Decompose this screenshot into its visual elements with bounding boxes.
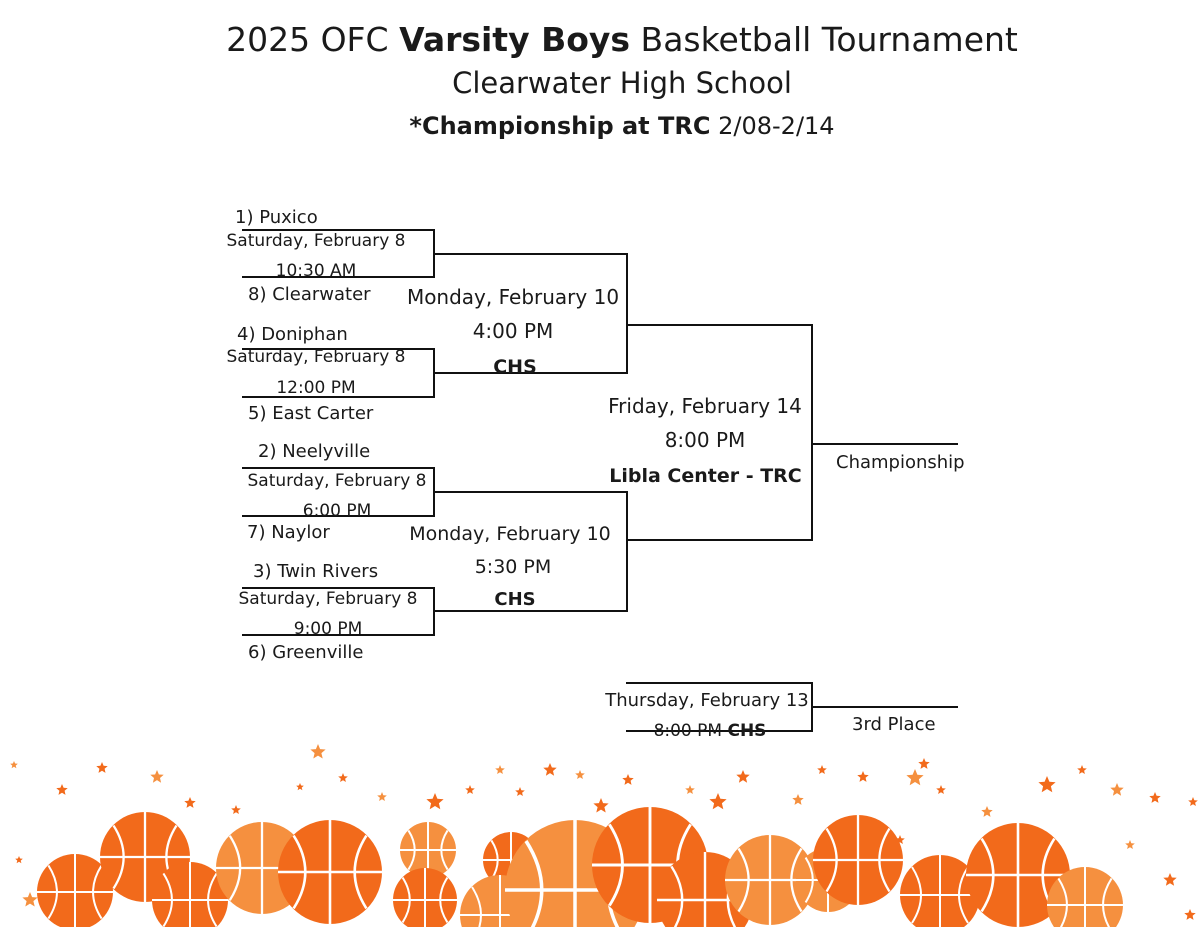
semi1-time: 4:00 PM <box>472 319 554 343</box>
semi1-date: Monday, February 10 <box>406 285 620 309</box>
star-icon <box>515 787 525 796</box>
star-icon <box>1149 792 1160 803</box>
star-icon <box>338 773 348 782</box>
team-seed-7: 7) Naylor <box>247 522 330 543</box>
star-icon <box>1125 840 1135 849</box>
star-icon <box>96 762 107 773</box>
star-icon <box>465 785 475 794</box>
team-seed-1: 1) Puxico <box>235 207 318 228</box>
page-subtitle: Clearwater High School <box>452 66 792 100</box>
star-icon <box>10 761 18 768</box>
star-icon <box>918 758 929 769</box>
third-date: Thursday, February 13 <box>605 690 809 711</box>
star-icon <box>622 774 633 785</box>
basketball-icon <box>813 815 903 905</box>
star-icon <box>593 798 608 813</box>
star-icon <box>543 763 556 776</box>
star-icon <box>685 785 695 794</box>
semi2-venue: CHS <box>494 589 536 610</box>
game1-date: Saturday, February 8 <box>226 231 406 251</box>
star-icon <box>377 792 387 801</box>
team-seed-2: 2) Neelyville <box>258 441 371 462</box>
semi2-time: 5:30 PM <box>474 556 552 578</box>
star-icon <box>22 892 37 907</box>
star-icon <box>1188 797 1198 806</box>
game3-time: 6:00 PM <box>302 501 372 521</box>
star-icon <box>184 797 195 808</box>
star-icon <box>792 794 803 805</box>
star-icon <box>709 793 726 809</box>
game2-date: Saturday, February 8 <box>226 347 406 367</box>
team-seed-3: 3) Twin Rivers <box>253 561 379 582</box>
game4-date: Saturday, February 8 <box>238 589 418 609</box>
star-icon <box>150 770 163 783</box>
team-seed-4: 4) Doniphan <box>237 324 348 345</box>
star-icon <box>426 793 443 809</box>
game2-time: 12:00 PM <box>276 378 356 398</box>
star-icon <box>495 765 505 774</box>
star-icon <box>1110 783 1123 796</box>
final-venue: Libla Center - TRC <box>609 465 802 487</box>
game4-time: 9:00 PM <box>293 619 363 639</box>
third-time: 8:00 PM CHS <box>653 721 767 741</box>
star-icon <box>310 744 325 759</box>
basketball-icon <box>278 820 382 924</box>
game1-time: 10:30 AM <box>275 261 357 281</box>
star-icon <box>906 769 923 785</box>
team-seed-6: 6) Greenville <box>248 642 364 663</box>
basketball-decoration <box>0 740 1200 927</box>
star-icon <box>296 783 304 790</box>
star-icon <box>936 785 946 794</box>
championship-label: Championship <box>836 452 965 473</box>
tournament-dates: *Championship at TRC 2/08-2/14 <box>409 112 835 140</box>
star-icon <box>857 771 868 782</box>
semi2-date: Monday, February 10 <box>409 523 611 545</box>
third-place-label: 3rd Place <box>852 714 936 735</box>
game3-date: Saturday, February 8 <box>247 471 427 491</box>
star-icon <box>1163 873 1176 886</box>
star-icon <box>981 806 992 817</box>
page-title: 2025 OFC Varsity Boys Basketball Tournament <box>226 20 1018 59</box>
star-icon <box>1077 765 1087 774</box>
team-seed-8: 8) Clearwater <box>248 284 371 305</box>
basketball-icon <box>393 868 457 927</box>
star-icon <box>15 856 23 863</box>
team-seed-5: 5) East Carter <box>248 403 374 424</box>
star-icon <box>1184 909 1195 920</box>
star-icon <box>56 784 67 795</box>
final-time: 8:00 PM <box>664 428 746 452</box>
star-icon <box>817 765 827 774</box>
star-icon <box>575 770 585 779</box>
star-icon <box>736 770 749 783</box>
semi1-venue: CHS <box>493 356 537 378</box>
star-icon <box>231 805 241 814</box>
star-icon <box>1038 776 1055 792</box>
final-date: Friday, February 14 <box>608 394 802 418</box>
